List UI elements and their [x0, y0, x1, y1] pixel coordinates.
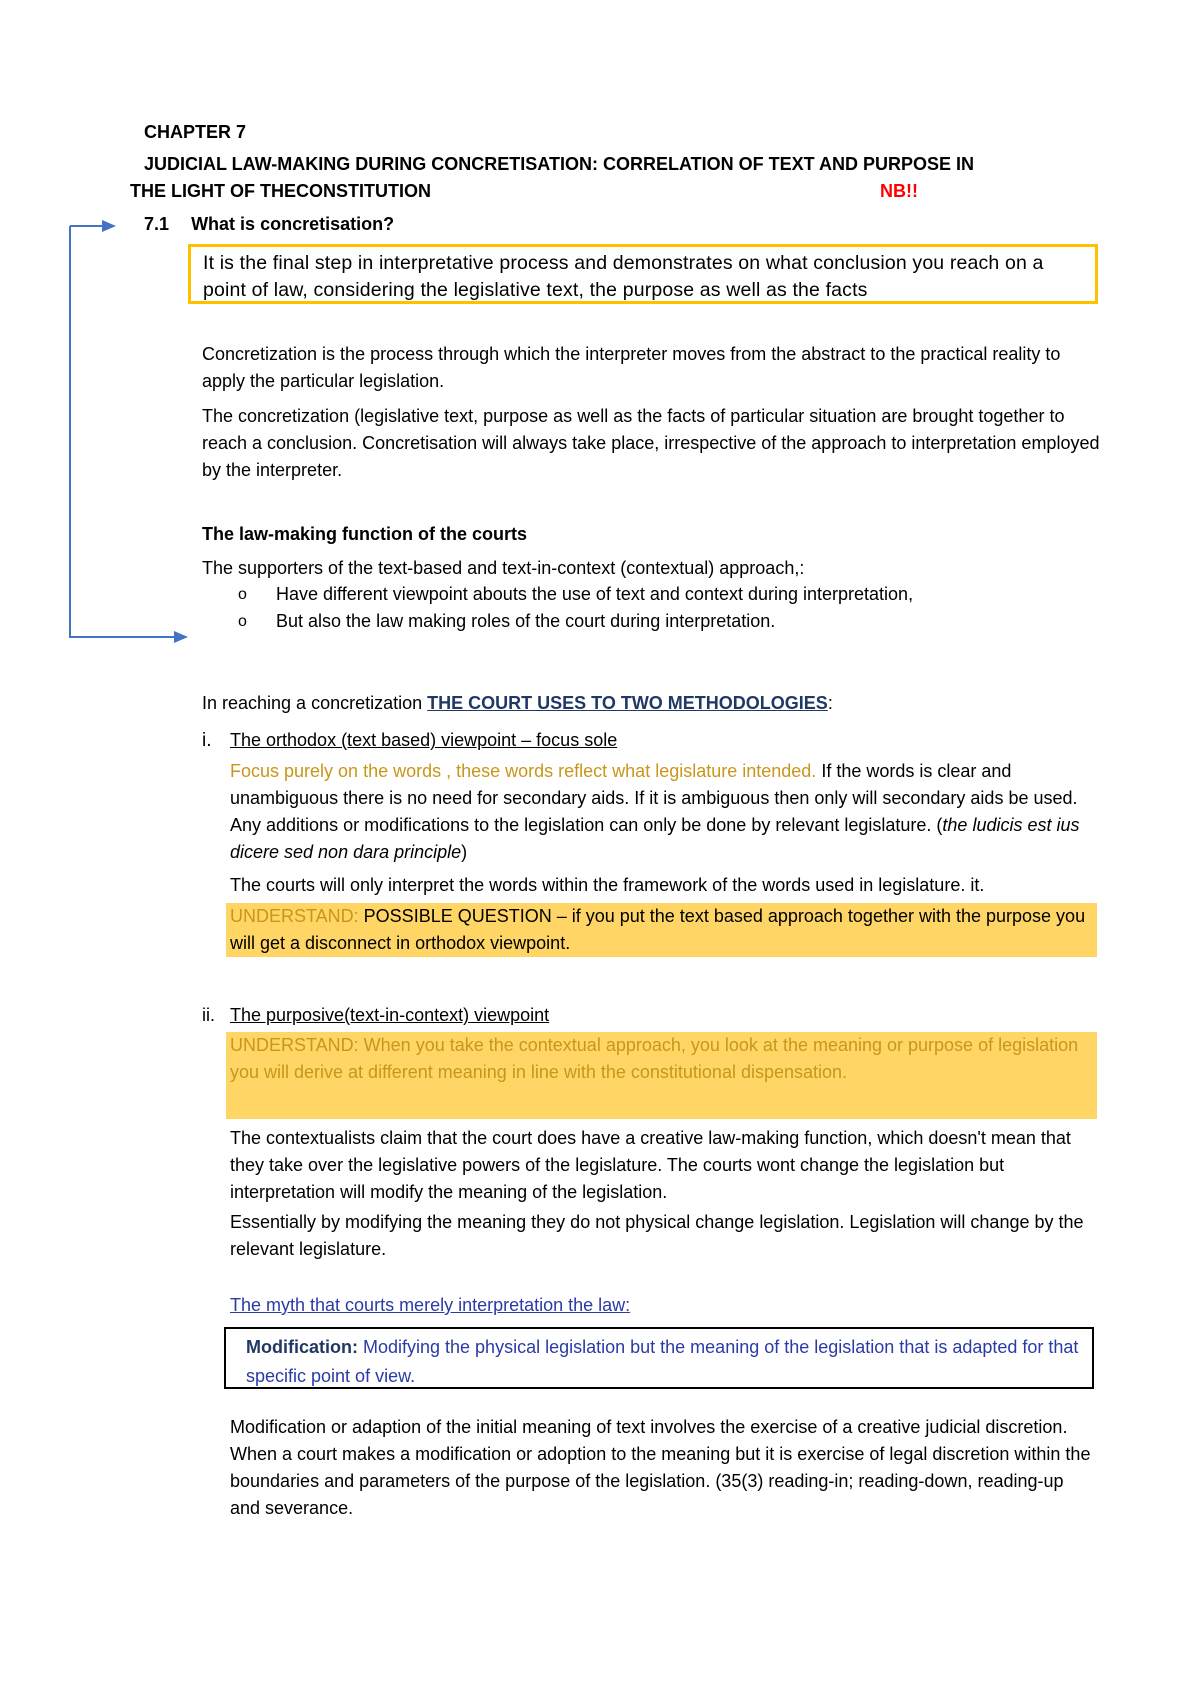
concretization-paragraphs	[202, 341, 1102, 484]
law-making-heading: The law-making function of the courts	[202, 524, 528, 544]
modification-box	[224, 1327, 1094, 1389]
purposive-title: The purposive(text-in-context) viewpoint	[230, 1005, 550, 1025]
law-making-intro: The supporters of the text-based and text-in-context (contextual) approach,:	[202, 558, 805, 578]
purposive-para-2: Essentially by modifying the meaning they do not physical change legislation. Legislation will change by the relevant legislature.	[230, 1212, 1084, 1259]
purposive-para-1: The contextualists claim that the court does have a creative law-making function, which doesn't mean that they take over the legislative powers of the legislature. The courts wont change the legislation but interpretation will modify the meaning of the legislation.	[230, 1128, 1071, 1202]
modification-label: Modification:	[246, 1337, 358, 1357]
orthodox-understand-note	[226, 903, 1097, 957]
modification-text	[246, 1333, 1092, 1391]
chapter-title-line2-text: THE LIGHT OF THECONSTITUTION	[130, 181, 431, 201]
understand-text: POSSIBLE QUESTION – if you put the text based approach together with the purpose you will get a disconnect in orthodox viewpoint.	[230, 906, 1086, 953]
orthodox-heading	[202, 727, 617, 754]
definition-box	[188, 244, 1098, 304]
orthodox-para-2: The courts will only interpret the words within the framework of the words used in legislature. it.	[230, 875, 985, 895]
bullet-text: But also the law making roles of the court during interpretation.	[276, 611, 776, 631]
list-item	[238, 581, 1098, 608]
latin-principle: the ludicis est ius dicere sed non dara principle	[230, 815, 1080, 862]
bullet-icon: o	[238, 586, 247, 603]
methodologies-intro-suffix: :	[827, 693, 833, 713]
bullet-icon: o	[238, 613, 247, 630]
concretization-para-2: The concretization (legislative text, purpose as well as the facts of particular situation are brought together to reach a conclusion. Concretisation will always take place, irrespective of the approach to interpretation employed by the interpreter.	[202, 406, 1100, 480]
methodologies-intro	[202, 690, 833, 717]
modification-desc: Modifying the physical legislation but the meaning of the legislation that is adapted for that specific point of view.	[246, 1337, 1079, 1386]
chapter-title-line2	[130, 178, 1110, 205]
orthodox-para-1	[230, 758, 1100, 866]
section-number: 7.1	[144, 214, 170, 234]
orthodox-para-1-rest: If the words is clear and unambiguous there is no need for secondary aids. If it is ambiguous then only will secondary aids be used. Any additions or modifications to the legislation can only be done by relevant legislature. (	[230, 761, 1078, 835]
methodologies-emphasis: THE COURT USES TO TWO METHODOLOGIES	[427, 693, 828, 713]
methodologies-intro-prefix: In reaching a concretization	[202, 693, 428, 713]
understand-label: UNDERSTAND:	[230, 906, 359, 926]
purposive-body	[230, 1125, 1098, 1263]
orthodox-body	[230, 758, 1100, 899]
section-title: What is concretisation?	[191, 214, 395, 234]
purposive-heading	[202, 1002, 549, 1029]
list-item	[238, 608, 1098, 635]
purposive-understand-note: UNDERSTAND: When you take the contextual approach, you look at the meaning or purpose of legislation you will derive at different meaning in line with the constitutional dispensation.	[226, 1032, 1097, 1119]
nb-marker: NB!!	[880, 181, 918, 201]
orthodox-para-1-gold: Focus purely on the words , these words reflect what legislature intended.	[230, 761, 817, 781]
orthodox-para-1-close: )	[461, 842, 468, 862]
chapter-title	[130, 151, 1110, 205]
bullet-text: Have different viewpoint abouts the use of text and context during interpretation,	[276, 584, 914, 604]
chapter-label: CHAPTER 7	[144, 122, 247, 142]
myth-heading: The myth that courts merely interpretation the law:	[230, 1295, 631, 1315]
law-making-bullets	[238, 581, 1098, 635]
purposive-numeral: ii.	[202, 1005, 215, 1025]
section-7-1-heading	[144, 211, 394, 238]
purposive-para-3: Modification or adaption of the initial meaning of text involves the exercise of a creative judicial discretion. When a court makes a modification or adoption to the meaning but it is exercise of legal discretion within the boundaries and parameters of the purpose of the legislation. (35(3) reading-in; reading-down, reading-up and severance.	[230, 1417, 1091, 1518]
concretization-para-1: Concretization is the process through which the interpreter moves from the abstract to the practical reality to apply the particular legislation.	[202, 344, 1061, 391]
definition-text: It is the final step in interpretative process and demonstrates on what conclusion you reach on a point of law, considering the legislative text, the purpose as well as the facts	[203, 252, 1044, 301]
chapter-title-line1: JUDICIAL LAW-MAKING DURING CONCRETISATION: CORRELATION OF TEXT AND PURPOSE IN	[144, 154, 974, 174]
orthodox-title: The orthodox (text based) viewpoint – focus sole	[230, 730, 618, 750]
orthodox-numeral: i.	[202, 730, 212, 751]
